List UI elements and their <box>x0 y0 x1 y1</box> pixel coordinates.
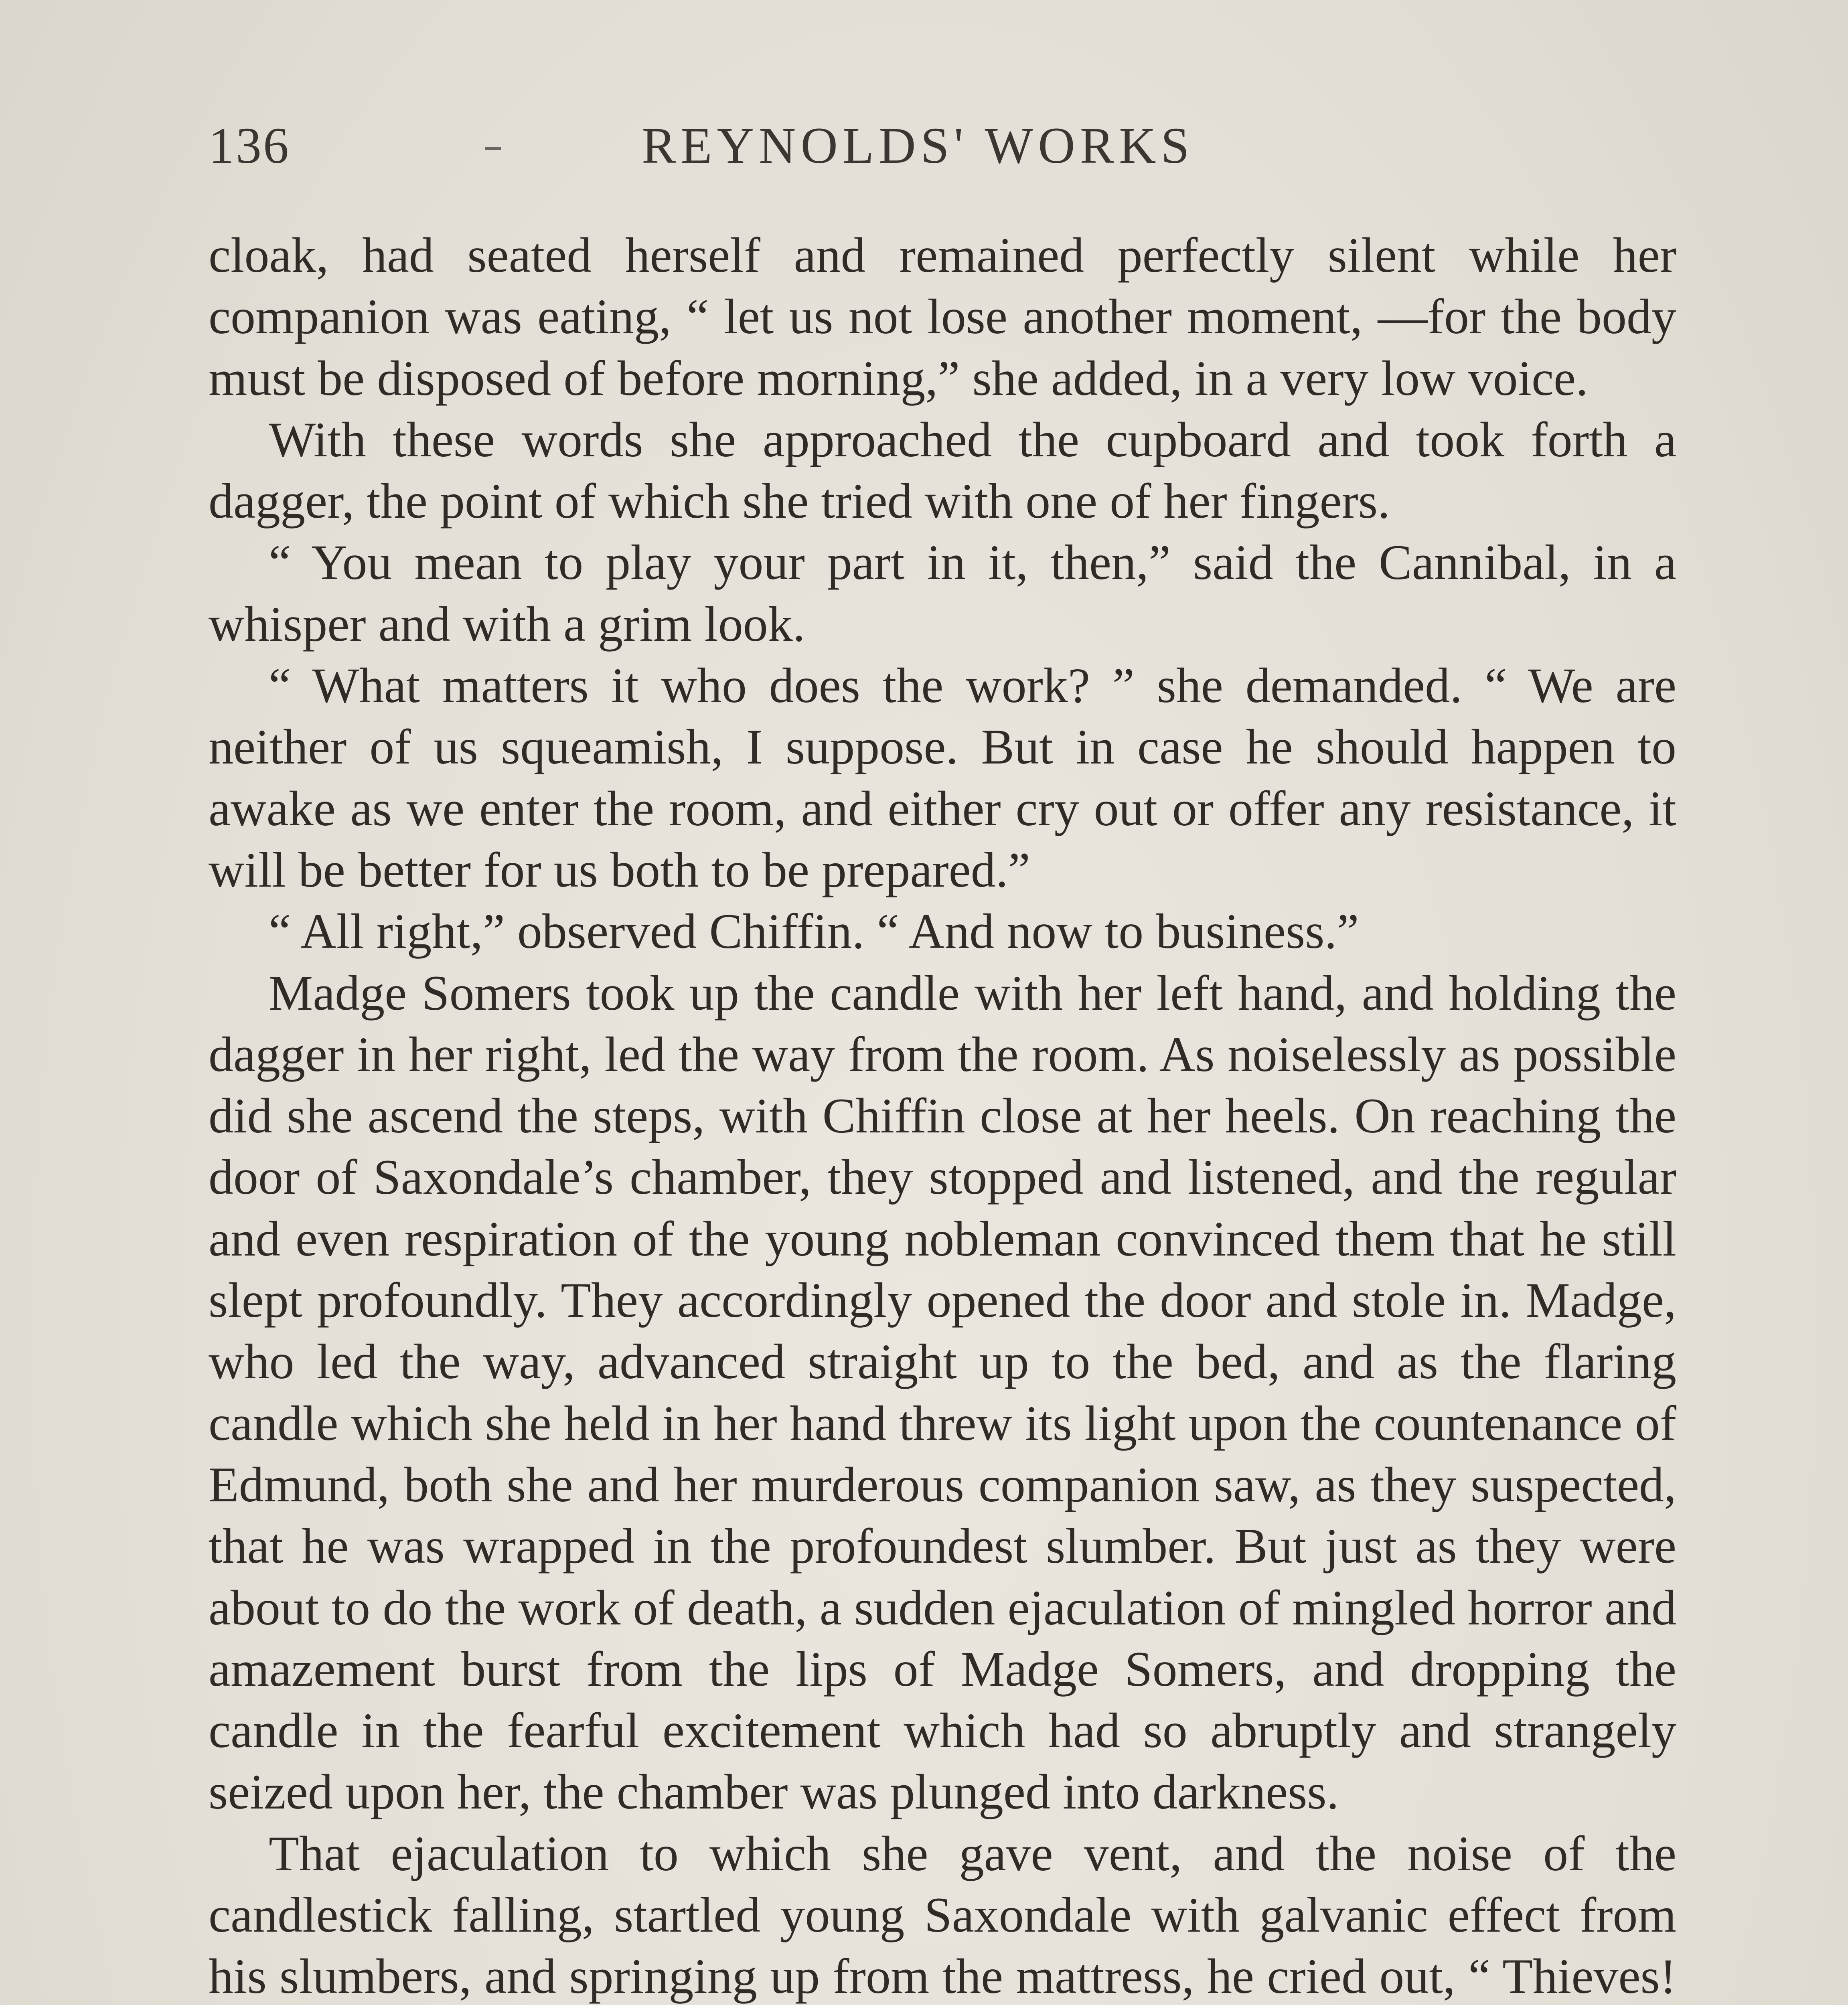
page-number: 136 <box>209 117 290 174</box>
paragraph-5: “ All right,” observed Chiffin. “ And now to business.” <box>269 904 1359 959</box>
paragraph-2: With these words she approached the cupboard and took forth a dagger, the point of which she tried with one of her fingers. <box>209 412 1676 529</box>
page-header <box>209 116 1680 196</box>
running-title: REYNOLDS' WORKS <box>642 117 1194 174</box>
header-dash-mark <box>485 147 501 150</box>
paragraph-4: “ What matters it who does the work? ” she demanded. “ We are neither of us squeamish, I suppose. But in case he should happen to awake as we enter the room, and either cry out or offer any resistance, it will be better for us both to be prepared.” <box>209 658 1676 897</box>
paragraph-7: That ejaculation to which she gave vent, and the noise of the candlestick falling, startled young Saxondale with galvanic effect from his slumbers, and springing up from the mattress, he cried out, “ Thieves! <box>209 1826 1676 2004</box>
paragraph-6: Madge Somers took up the candle with her left hand, and holding the dagger in her right, led the way from the room. As noiselessly as possible did she ascend the steps, with Chiffin close at her heels. On reaching the door of Saxondale’s chamber, they stopped and listened, and the regular and even respiration of the young nobleman convinced them that he still slept profoundly. They accordingly opened the door and stole in. Madge, who led the way, advanced straight up to the bed, and as the flaring candle which she held in her hand threw its light upon the countenance of Edmund, both she and her murderous companion saw, as they suspected, that he was wrapped in the profoundest slumber. But just as they were about to do the work of death, a sudden ejaculation of mingled horror and amazement burst from the lips of Madge Somers, and dropping the candle in the fearful excitement which had so abruptly and strangely seized upon her, the chamber was plunged into darkness. <box>209 965 1676 1820</box>
paragraph-1: cloak, had seated herself and remained perfectly silent while her companion was eating, “ let us not lose another moment, —for the body must be disposed of before morning,” she added, in a very low voice. <box>209 228 1676 406</box>
paragraph-3: “ You mean to play your part in it, then,” said the Cannibal, in a whisper and with a grim look. <box>209 535 1676 652</box>
body-text <box>209 225 1676 2005</box>
